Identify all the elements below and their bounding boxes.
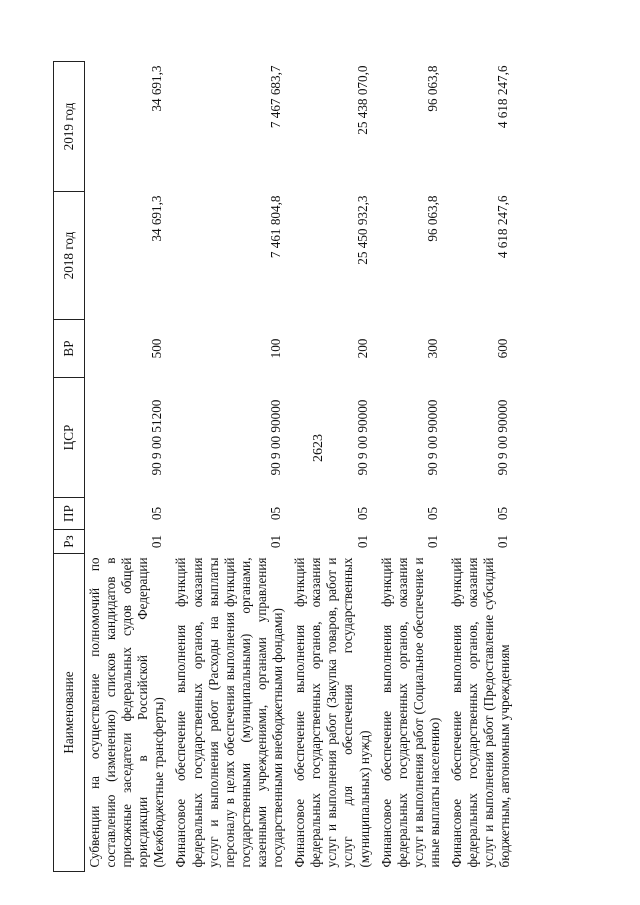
row-csr: 90 9 00 90000 (495, 399, 511, 476)
row-csr: 90 9 00 51200 (149, 399, 165, 476)
row-pr: 05 (354, 506, 370, 521)
header-vr: ВР (54, 320, 85, 378)
table-row (377, 62, 447, 872)
row-name: Финансовое обеспечение выполнения функций федеральных государственных органов, оказания услуг и выполнения работ (Предоставление субсидий бюджетным, автономным учреждениям (448, 557, 513, 868)
row-vr: 300 (424, 338, 440, 359)
header-pr: ПР (54, 498, 85, 530)
table-row (171, 62, 290, 872)
row-vr: 500 (149, 338, 165, 359)
row-2019: 4 618 247,6 (495, 65, 511, 129)
rotated-table-container (53, 62, 601, 872)
budget-table (53, 62, 601, 872)
row-vr: 200 (354, 338, 370, 359)
row-rz: 01 (424, 534, 440, 549)
row-name: Субвенции на осуществление полномочий по составлению (изменению) списков кандидатов в присяжные заседатели федеральных судов общей юрисдикции в Российской Федерации (Межбюджетные трансферты) (87, 557, 167, 868)
row-rz: 01 (354, 534, 370, 549)
table-header-row (54, 62, 85, 872)
header-name: Наименование (54, 554, 85, 872)
row-2018: 25 450 932,3 (354, 195, 370, 265)
row-rz: 01 (268, 534, 284, 549)
row-2019: 7 467 683,7 (268, 65, 284, 129)
row-vr: 600 (495, 338, 511, 359)
row-2019: 34 691,3 (149, 65, 165, 112)
row-csr: 90 9 00 90000 (354, 399, 370, 476)
row-csr: 90 9 00 90000 (268, 399, 284, 476)
header-rz: Рз (54, 530, 85, 554)
header-2018: 2018 год (54, 192, 85, 320)
row-rz: 01 (149, 534, 165, 549)
row-csr: 90 9 00 90000 (424, 399, 440, 476)
row-2018: 4 618 247,6 (495, 195, 511, 259)
row-pr: 05 (495, 506, 511, 521)
row-2019: 25 438 070,0 (354, 65, 370, 135)
header-2019: 2019 год (54, 62, 85, 192)
table-row (290, 62, 376, 872)
row-rz: 01 (495, 534, 511, 549)
row-2018: 96 063,8 (424, 195, 440, 242)
row-pr: 05 (268, 506, 284, 521)
row-2018: 7 461 804,8 (268, 195, 284, 259)
row-pr: 05 (149, 506, 165, 521)
row-2018: 34 691,3 (149, 195, 165, 242)
row-name: Финансовое обеспечение выполнения функций федеральных государственных органов, оказания услуг и выполнения работ (Социальное обеспечение и иные выплаты населению) (378, 557, 442, 868)
row-pr: 05 (424, 506, 440, 521)
row-vr: 100 (268, 338, 284, 359)
table-row (85, 62, 172, 872)
row-name: Финансовое обеспечение выполнения функций федеральных государственных органов, оказания услуг и выполнения работ (Закупка товаров, работ и услуг для обеспечения государственных (муниципальных) нужд) (292, 557, 372, 868)
row-name: Финансовое обеспечение выполнения функций федеральных государственных органов, оказания услуг и выполнения работ (Расходы на выплаты персоналу в целях обеспечения выполнения функций государственными (муниципальными) органами, казенными учреждениями, органами управления государственными внебюджетными фондами) (173, 557, 286, 868)
page-number: 2623 (311, 434, 326, 462)
header-csr: ЦСР (54, 378, 85, 498)
row-2019: 96 063,8 (424, 65, 440, 112)
table-row (447, 62, 517, 872)
